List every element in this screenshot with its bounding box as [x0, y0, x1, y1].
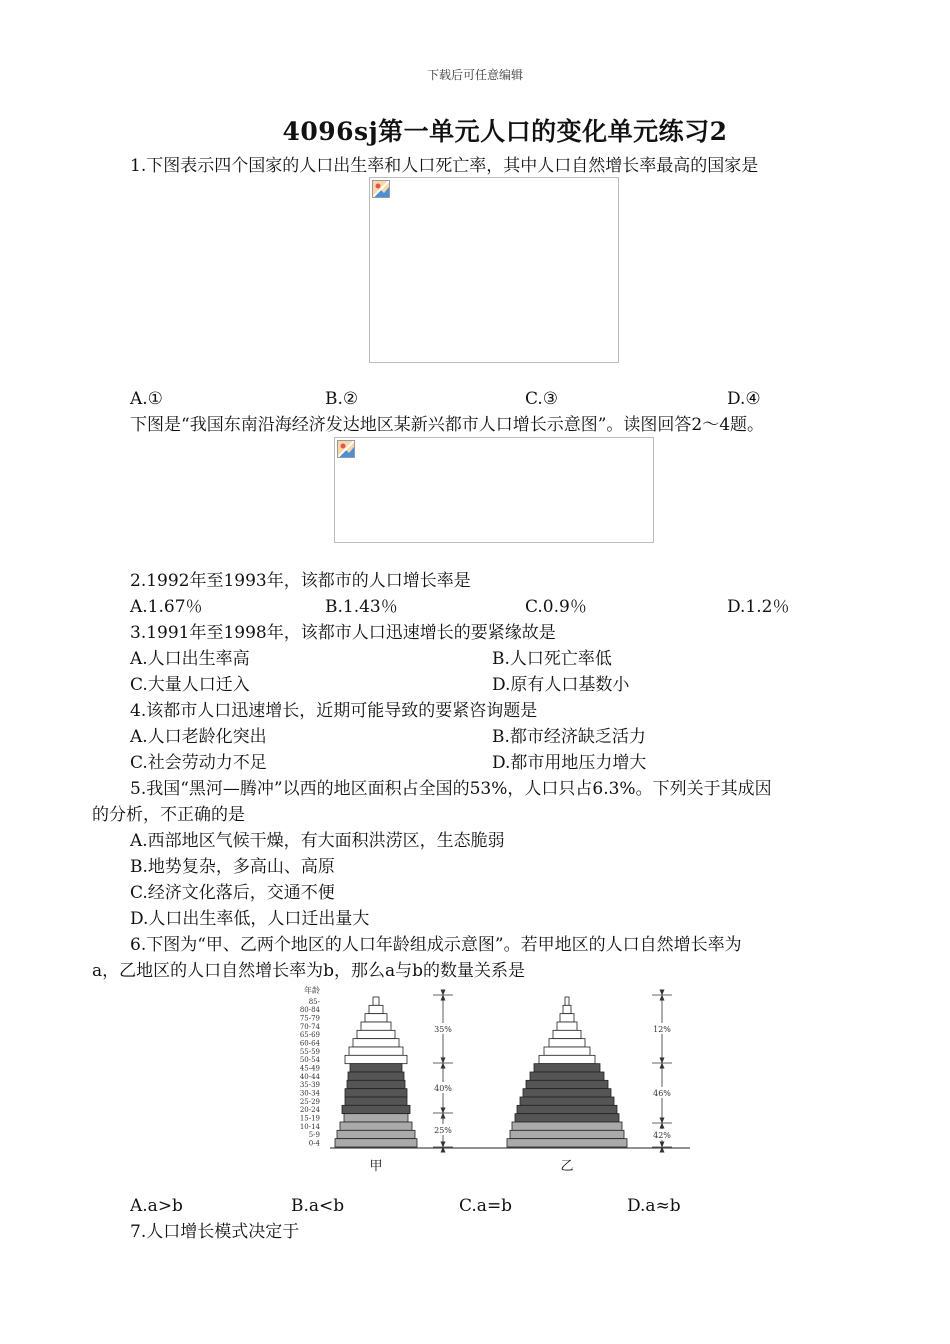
segment-percent-label: 42% — [653, 1131, 671, 1140]
segment-percent-label: 40% — [434, 1084, 452, 1093]
q6-option-c: C.a=b — [459, 1196, 513, 1216]
q1-figure — [369, 177, 619, 363]
segment-percent-label: 12% — [653, 1025, 671, 1034]
pyramid-bar — [523, 1089, 611, 1097]
pyramid-bar — [563, 1005, 571, 1013]
age-label: 60-64 — [299, 1039, 320, 1048]
q1-option-a: A.① — [130, 389, 163, 409]
segment-percent-label: 35% — [434, 1025, 452, 1034]
pyramid-bar — [369, 1005, 383, 1013]
age-label: 10-14 — [299, 1122, 320, 1131]
bracket-arrow — [660, 1118, 665, 1124]
intro-q2-4: 下图是“我国东南沿海经济发达地区某新兴都市人口增长示意图”。读图回答2～4题。 — [130, 415, 765, 435]
segment-percent-label: 46% — [653, 1089, 671, 1098]
q4-option-c: C.社会劳动力不足 — [130, 753, 267, 773]
age-label: 65-69 — [299, 1031, 320, 1040]
broken-image-icon — [372, 180, 390, 198]
q4-stem: 4.该都市人口迅速增长，近期可能导致的要紧咨询题是 — [130, 701, 538, 721]
q2-option-a: A.1.67％ — [130, 597, 203, 617]
pyramid-bar — [337, 1130, 415, 1138]
q1-option-b: B.② — [325, 389, 359, 409]
q1-option-c: C.③ — [525, 389, 559, 409]
bracket-arrow — [441, 990, 446, 996]
age-label: 15-19 — [299, 1114, 320, 1123]
age-label: 45-49 — [299, 1064, 320, 1073]
age-label: 55-59 — [299, 1047, 320, 1056]
q6-option-d: D.a≈b — [627, 1196, 681, 1216]
q3-option-d: D.原有人口基数小 — [492, 675, 630, 695]
pyramid-bar — [344, 1114, 408, 1122]
pyramid-bar — [515, 1114, 619, 1122]
age-label: 50-54 — [299, 1056, 320, 1065]
q6-option-b: B.a<b — [291, 1196, 345, 1216]
age-group-labels — [300, 998, 321, 1148]
bracket-arrow — [441, 1108, 446, 1114]
age-label: 40-44 — [299, 1072, 320, 1081]
age-label: 30-34 — [299, 1089, 320, 1098]
pyramid-bar — [345, 1097, 407, 1105]
q4-option-b: B.都市经济缺乏活力 — [492, 727, 646, 747]
q6-option-a: A.a>b — [130, 1196, 183, 1216]
q2-option-c: C.0.9％ — [525, 597, 587, 617]
page-title: 4096sj第一单元人口的变化单元练习2 — [282, 117, 728, 146]
pyramid-bar — [520, 1097, 614, 1105]
pyramid-bar — [353, 1039, 399, 1047]
pyramid-bar — [553, 1030, 581, 1038]
q4-option-a: A.人口老龄化突出 — [130, 727, 267, 747]
pyramid-bar — [342, 1105, 410, 1113]
q3-stem: 3.1991年至1998年，该都市人口迅速增长的要紧缘故是 — [130, 623, 556, 643]
age-label: 25-29 — [299, 1097, 320, 1106]
pyramid-bar — [347, 1080, 405, 1088]
bracket-arrow — [441, 1142, 446, 1148]
broken-image-icon — [337, 440, 355, 458]
age-label: 75-79 — [299, 1014, 320, 1023]
q2-option-d: D.1.2％ — [727, 597, 790, 617]
jia-label: 甲 — [369, 1159, 383, 1174]
pyramid-bar — [345, 1055, 407, 1063]
pyramid-bar — [340, 1122, 412, 1130]
age-label: 0-4 — [308, 1139, 320, 1148]
pyramid-bar — [539, 1055, 595, 1063]
yi-label: 乙 — [560, 1159, 574, 1174]
pyramid-bar — [507, 1139, 627, 1147]
pyramid-bar — [365, 1014, 387, 1022]
pyramid-bar — [335, 1139, 417, 1147]
age-label: 35-39 — [299, 1081, 320, 1090]
pyramid-bar — [565, 997, 569, 1005]
pyramid-bar — [349, 1047, 403, 1055]
pyramid-bar — [373, 997, 379, 1005]
pyramid-bar — [534, 1064, 600, 1072]
q3-option-b: B.人口死亡率低 — [492, 649, 612, 669]
pyramid-bar — [361, 1022, 391, 1030]
q5-option-b: B.地势复杂，多高山、高原 — [130, 857, 335, 877]
age-label: 5-9 — [308, 1131, 320, 1140]
q2-stem: 2.1992年至1993年，该都市的人口增长率是 — [130, 571, 471, 591]
q1-option-d: D.④ — [727, 389, 761, 409]
q1-stem: 1.下图表示四个国家的人口出生率和人口死亡率，其中人口自然增长率最高的国家是 — [130, 156, 759, 176]
jia-brackets — [432, 990, 454, 1153]
age-label: 20-24 — [299, 1106, 320, 1115]
yi-brackets — [651, 990, 673, 1153]
pyramid-bar — [530, 1072, 604, 1080]
header-note: 下载后可任意编辑 — [426, 68, 523, 82]
q6-stem-line1: 6.下图为“甲、乙两个地区的人口年龄组成示意图”。若甲地区的人口自然增长率为 — [130, 935, 742, 955]
pyramid-bar — [357, 1030, 395, 1038]
q3-option-c: C.大量人口迁入 — [130, 675, 250, 695]
q3-option-a: A.人口出生率高 — [130, 649, 250, 669]
city-growth-figure — [334, 437, 654, 543]
age-label: 80-84 — [299, 1006, 320, 1015]
population-pyramid-figure — [290, 983, 690, 1175]
bracket-arrow — [660, 990, 665, 996]
pyramid-bar — [350, 1064, 402, 1072]
q5-option-c: C.经济文化落后，交通不便 — [130, 883, 335, 903]
pyramid-bar — [557, 1022, 577, 1030]
bracket-arrow — [660, 1142, 665, 1148]
jia-pyramid — [335, 997, 417, 1147]
bracket-arrow — [660, 1058, 665, 1064]
q7-stem: 7.人口增长模式决定于 — [130, 1222, 300, 1242]
pyramid-bar — [348, 1072, 404, 1080]
pyramid-bar — [512, 1122, 622, 1130]
q4-option-d: D.都市用地压力增大 — [492, 753, 647, 773]
pyramid-bar — [544, 1047, 590, 1055]
age-label: 85- — [308, 997, 320, 1006]
q5-option-d: D.人口出生率低，人口迁出量大 — [130, 909, 370, 929]
pyramid-bar — [345, 1089, 407, 1097]
age-label: 70-74 — [299, 1022, 320, 1031]
yi-pyramid — [507, 997, 627, 1147]
pyramid-bar — [549, 1039, 585, 1047]
pyramid-bar — [560, 1014, 574, 1022]
pyramid-axis-title: 年龄 — [304, 986, 320, 995]
pyramid-bar — [526, 1080, 608, 1088]
pyramid-bar — [517, 1105, 617, 1113]
q2-option-b: B.1.43％ — [325, 597, 398, 617]
segment-percent-label: 25% — [434, 1126, 452, 1135]
pyramid-bar — [510, 1130, 624, 1138]
q5-stem-line2: 的分析，不正确的是 — [92, 805, 245, 825]
bracket-arrow — [441, 1058, 446, 1064]
q5-option-a: A.西部地区气候干燥，有大面积洪涝区，生态脆弱 — [130, 831, 505, 851]
q5-stem-line1: 5.我国“黑河—腾冲”以西的地区面积占全国的53%，人口只占6.3%。下列关于其成因 — [130, 779, 772, 799]
q6-stem-line2: a，乙地区的人口自然增长率为b，那么a与b的数量关系是 — [92, 961, 526, 981]
